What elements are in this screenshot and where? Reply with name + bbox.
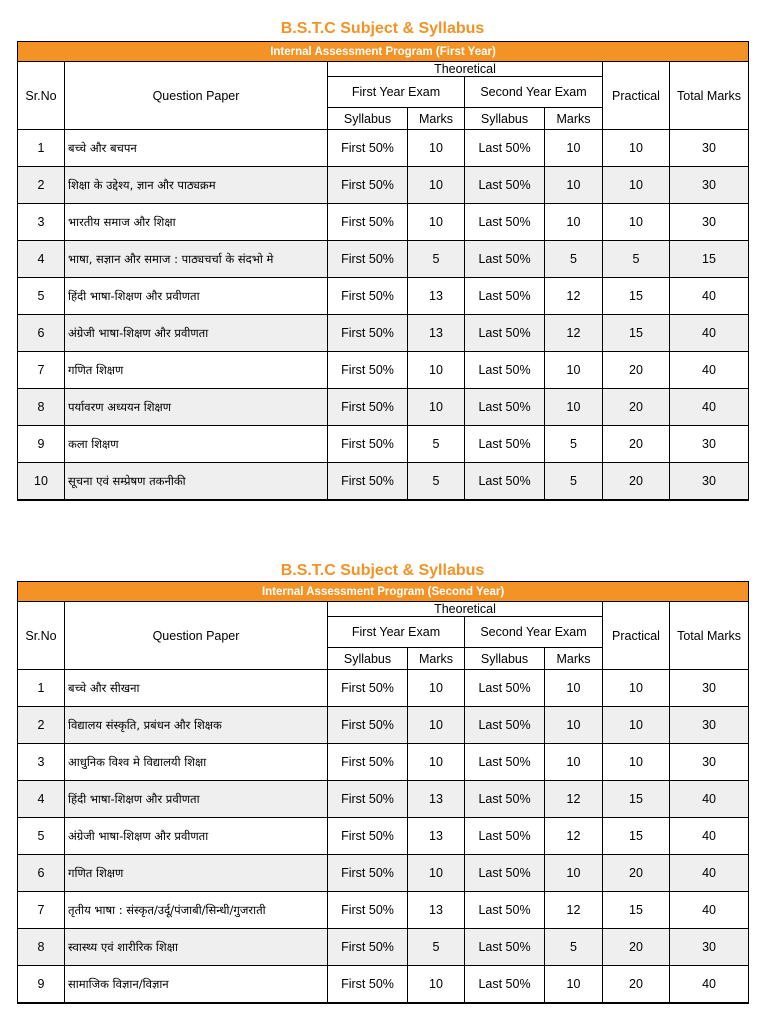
cell-sr-no: 10 [18, 463, 65, 501]
table-row [18, 744, 749, 781]
cell-second-year-syllabus: Last 50% [465, 855, 545, 892]
cell-total-marks: 40 [670, 781, 749, 818]
cell-first-year-marks: 10 [408, 707, 465, 744]
cell-question-paper: तृतीय भाषा : संस्कृत/उर्दू/पंजाबी/सिन्धी/गुजराती [65, 892, 328, 929]
table-body-second-year [18, 582, 749, 1004]
header-second-year-exam: Second Year Exam [465, 77, 603, 108]
cell-total-marks: 40 [670, 389, 749, 426]
cell-first-year-syllabus: First 50% [328, 278, 408, 315]
header-practical: Practical [603, 602, 670, 670]
cell-first-year-marks: 5 [408, 426, 465, 463]
cell-question-paper: कला शिक्षण [65, 426, 328, 463]
cell-first-year-marks: 5 [408, 241, 465, 278]
cell-total-marks: 40 [670, 278, 749, 315]
table-row [18, 315, 749, 352]
cell-question-paper: भाषा, सज्ञान और समाज : पाठ्यचर्चा के संदभो मे [65, 241, 328, 278]
header-syllabus: Syllabus [328, 648, 408, 670]
cell-first-year-marks: 10 [408, 389, 465, 426]
cell-first-year-syllabus: First 50% [328, 389, 408, 426]
table-row [18, 241, 749, 278]
cell-second-year-marks: 10 [545, 744, 603, 781]
table-row [18, 204, 749, 241]
cell-first-year-marks: 10 [408, 167, 465, 204]
cell-second-year-marks: 10 [545, 966, 603, 1004]
cell-practical: 20 [603, 855, 670, 892]
cell-second-year-marks: 5 [545, 929, 603, 966]
table-band-title: Internal Assessment Program (Second Year) [18, 582, 749, 602]
cell-first-year-marks: 10 [408, 670, 465, 707]
cell-question-paper: अंग्रेजी भाषा-शिक्षण और प्रवीणता [65, 818, 328, 855]
table-row [18, 130, 749, 167]
cell-second-year-syllabus: Last 50% [465, 707, 545, 744]
cell-question-paper: स्वास्थ्य एवं शारीरिक शिक्षा [65, 929, 328, 966]
cell-total-marks: 40 [670, 855, 749, 892]
cell-practical: 10 [603, 204, 670, 241]
cell-second-year-syllabus: Last 50% [465, 241, 545, 278]
cell-second-year-marks: 10 [545, 204, 603, 241]
cell-second-year-syllabus: Last 50% [465, 463, 545, 501]
cell-sr-no: 2 [18, 707, 65, 744]
cell-second-year-marks: 5 [545, 463, 603, 501]
cell-second-year-marks: 10 [545, 130, 603, 167]
cell-question-paper: शिक्षा के उद्देश्य, ज्ञान और पाठ्यक्रम [65, 167, 328, 204]
header-sr-no: Sr.No [18, 62, 65, 130]
cell-second-year-marks: 10 [545, 352, 603, 389]
cell-first-year-syllabus: First 50% [328, 707, 408, 744]
cell-second-year-marks: 12 [545, 818, 603, 855]
cell-first-year-marks: 10 [408, 352, 465, 389]
cell-question-paper: बच्चे और सीखना [65, 670, 328, 707]
cell-total-marks: 40 [670, 818, 749, 855]
cell-practical: 20 [603, 929, 670, 966]
cell-question-paper: सामाजिक विज्ञान/विज्ञान [65, 966, 328, 1004]
cell-second-year-marks: 12 [545, 278, 603, 315]
table-row [18, 670, 749, 707]
cell-question-paper: सूचना एवं सम्प्रेषण तकनीकी [65, 463, 328, 501]
cell-total-marks: 30 [670, 463, 749, 501]
header-total-marks: Total Marks [670, 602, 749, 670]
header-practical: Practical [603, 62, 670, 130]
cell-first-year-marks: 10 [408, 130, 465, 167]
cell-second-year-marks: 12 [545, 781, 603, 818]
table-row [18, 463, 749, 501]
assessment-table-first-year [17, 41, 749, 501]
cell-first-year-syllabus: First 50% [328, 241, 408, 278]
cell-sr-no: 5 [18, 818, 65, 855]
cell-second-year-marks: 10 [545, 670, 603, 707]
cell-first-year-marks: 5 [408, 929, 465, 966]
cell-total-marks: 40 [670, 352, 749, 389]
cell-first-year-marks: 13 [408, 278, 465, 315]
assessment-table-second-year [17, 581, 749, 1004]
cell-second-year-syllabus: Last 50% [465, 389, 545, 426]
cell-sr-no: 4 [18, 241, 65, 278]
cell-second-year-marks: 10 [545, 167, 603, 204]
header-theoretical: Theoretical [328, 602, 603, 617]
cell-practical: 15 [603, 315, 670, 352]
cell-practical: 15 [603, 818, 670, 855]
cell-sr-no: 7 [18, 352, 65, 389]
cell-sr-no: 9 [18, 426, 65, 463]
cell-practical: 5 [603, 241, 670, 278]
cell-question-paper: अंग्रेजी भाषा-शिक्षण और प्रवीणता [65, 315, 328, 352]
cell-second-year-syllabus: Last 50% [465, 352, 545, 389]
cell-second-year-marks: 5 [545, 426, 603, 463]
cell-first-year-syllabus: First 50% [328, 670, 408, 707]
header-sr-no: Sr.No [18, 602, 65, 670]
cell-first-year-syllabus: First 50% [328, 929, 408, 966]
table-row [18, 818, 749, 855]
cell-first-year-syllabus: First 50% [328, 855, 408, 892]
cell-second-year-marks: 5 [545, 241, 603, 278]
header-second-year-exam: Second Year Exam [465, 617, 603, 648]
cell-sr-no: 6 [18, 855, 65, 892]
header-marks: Marks [408, 648, 465, 670]
cell-second-year-syllabus: Last 50% [465, 167, 545, 204]
cell-question-paper: पर्यावरण अध्ययन शिक्षण [65, 389, 328, 426]
table-row [18, 167, 749, 204]
cell-practical: 10 [603, 744, 670, 781]
table-row [18, 707, 749, 744]
header-total-marks: Total Marks [670, 62, 749, 130]
table-row [18, 278, 749, 315]
cell-second-year-syllabus: Last 50% [465, 744, 545, 781]
cell-first-year-syllabus: First 50% [328, 818, 408, 855]
cell-question-paper: गणित शिक्षण [65, 352, 328, 389]
table-row [18, 929, 749, 966]
header-syllabus: Syllabus [465, 108, 545, 130]
table-row [18, 426, 749, 463]
cell-first-year-syllabus: First 50% [328, 426, 408, 463]
cell-second-year-syllabus: Last 50% [465, 966, 545, 1004]
cell-first-year-marks: 13 [408, 781, 465, 818]
cell-question-paper: गणित शिक्षण [65, 855, 328, 892]
table-row [18, 389, 749, 426]
header-question-paper: Question Paper [65, 602, 328, 670]
cell-total-marks: 15 [670, 241, 749, 278]
cell-practical: 15 [603, 892, 670, 929]
cell-first-year-marks: 10 [408, 855, 465, 892]
cell-total-marks: 30 [670, 744, 749, 781]
cell-first-year-syllabus: First 50% [328, 315, 408, 352]
header-marks: Marks [545, 648, 603, 670]
cell-practical: 20 [603, 352, 670, 389]
header-first-year-exam: First Year Exam [328, 617, 465, 648]
cell-practical: 15 [603, 781, 670, 818]
cell-sr-no: 1 [18, 130, 65, 167]
cell-sr-no: 5 [18, 278, 65, 315]
cell-practical: 20 [603, 426, 670, 463]
cell-total-marks: 30 [670, 130, 749, 167]
header-marks: Marks [545, 108, 603, 130]
table-row [18, 892, 749, 929]
cell-practical: 15 [603, 278, 670, 315]
cell-second-year-syllabus: Last 50% [465, 781, 545, 818]
header-syllabus: Syllabus [328, 108, 408, 130]
cell-first-year-marks: 10 [408, 966, 465, 1004]
cell-sr-no: 3 [18, 744, 65, 781]
cell-question-paper: आधुनिक विश्व मे विद्यालयी शिक्षा [65, 744, 328, 781]
cell-second-year-syllabus: Last 50% [465, 426, 545, 463]
cell-question-paper: हिंदी भाषा-शिक्षण और प्रवीणता [65, 781, 328, 818]
cell-first-year-marks: 5 [408, 463, 465, 501]
table-row [18, 966, 749, 1004]
cell-first-year-marks: 10 [408, 204, 465, 241]
section-title: B.S.T.C Subject & Syllabus [280, 562, 485, 579]
cell-total-marks: 40 [670, 892, 749, 929]
cell-total-marks: 30 [670, 426, 749, 463]
header-syllabus: Syllabus [465, 648, 545, 670]
cell-second-year-marks: 10 [545, 707, 603, 744]
cell-first-year-marks: 13 [408, 315, 465, 352]
cell-question-paper: हिंदी भाषा-शिक्षण और प्रवीणता [65, 278, 328, 315]
cell-second-year-syllabus: Last 50% [465, 670, 545, 707]
cell-question-paper: भारतीय समाज और शिक्षा [65, 204, 328, 241]
header-question-paper: Question Paper [65, 62, 328, 130]
table-row [18, 352, 749, 389]
cell-total-marks: 40 [670, 315, 749, 352]
cell-practical: 10 [603, 707, 670, 744]
cell-second-year-syllabus: Last 50% [465, 278, 545, 315]
cell-first-year-marks: 13 [408, 892, 465, 929]
cell-question-paper: विद्यालय संस्कृति, प्रबंधन और शिक्षक [65, 707, 328, 744]
cell-first-year-syllabus: First 50% [328, 892, 408, 929]
cell-practical: 10 [603, 130, 670, 167]
cell-first-year-syllabus: First 50% [328, 463, 408, 501]
cell-total-marks: 40 [670, 966, 749, 1004]
cell-practical: 10 [603, 167, 670, 204]
cell-first-year-syllabus: First 50% [328, 130, 408, 167]
cell-second-year-syllabus: Last 50% [465, 892, 545, 929]
cell-second-year-syllabus: Last 50% [465, 130, 545, 167]
table-row [18, 855, 749, 892]
cell-question-paper: बच्चे और बचपन [65, 130, 328, 167]
section-title: B.S.T.C Subject & Syllabus [280, 20, 485, 37]
table-band-title: Internal Assessment Program (First Year) [18, 42, 749, 62]
cell-second-year-syllabus: Last 50% [465, 818, 545, 855]
cell-first-year-syllabus: First 50% [328, 204, 408, 241]
cell-second-year-marks: 10 [545, 389, 603, 426]
header-first-year-exam: First Year Exam [328, 77, 465, 108]
table-body-first-year [18, 42, 749, 501]
cell-first-year-syllabus: First 50% [328, 352, 408, 389]
cell-sr-no: 9 [18, 966, 65, 1004]
cell-sr-no: 2 [18, 167, 65, 204]
cell-first-year-syllabus: First 50% [328, 744, 408, 781]
cell-sr-no: 7 [18, 892, 65, 929]
cell-sr-no: 1 [18, 670, 65, 707]
cell-sr-no: 8 [18, 929, 65, 966]
cell-total-marks: 30 [670, 204, 749, 241]
cell-total-marks: 30 [670, 929, 749, 966]
cell-practical: 10 [603, 670, 670, 707]
cell-second-year-marks: 12 [545, 892, 603, 929]
cell-sr-no: 3 [18, 204, 65, 241]
cell-second-year-syllabus: Last 50% [465, 315, 545, 352]
cell-first-year-syllabus: First 50% [328, 966, 408, 1004]
cell-sr-no: 8 [18, 389, 65, 426]
table-row [18, 781, 749, 818]
cell-first-year-syllabus: First 50% [328, 167, 408, 204]
cell-total-marks: 30 [670, 707, 749, 744]
cell-practical: 20 [603, 463, 670, 501]
cell-first-year-syllabus: First 50% [328, 781, 408, 818]
cell-total-marks: 30 [670, 167, 749, 204]
header-theoretical: Theoretical [328, 62, 603, 77]
cell-first-year-marks: 13 [408, 818, 465, 855]
cell-first-year-marks: 10 [408, 744, 465, 781]
cell-total-marks: 30 [670, 670, 749, 707]
cell-practical: 20 [603, 389, 670, 426]
cell-sr-no: 6 [18, 315, 65, 352]
cell-practical: 20 [603, 966, 670, 1004]
cell-second-year-marks: 12 [545, 315, 603, 352]
cell-sr-no: 4 [18, 781, 65, 818]
cell-second-year-marks: 10 [545, 855, 603, 892]
cell-second-year-syllabus: Last 50% [465, 929, 545, 966]
header-marks: Marks [408, 108, 465, 130]
cell-second-year-syllabus: Last 50% [465, 204, 545, 241]
